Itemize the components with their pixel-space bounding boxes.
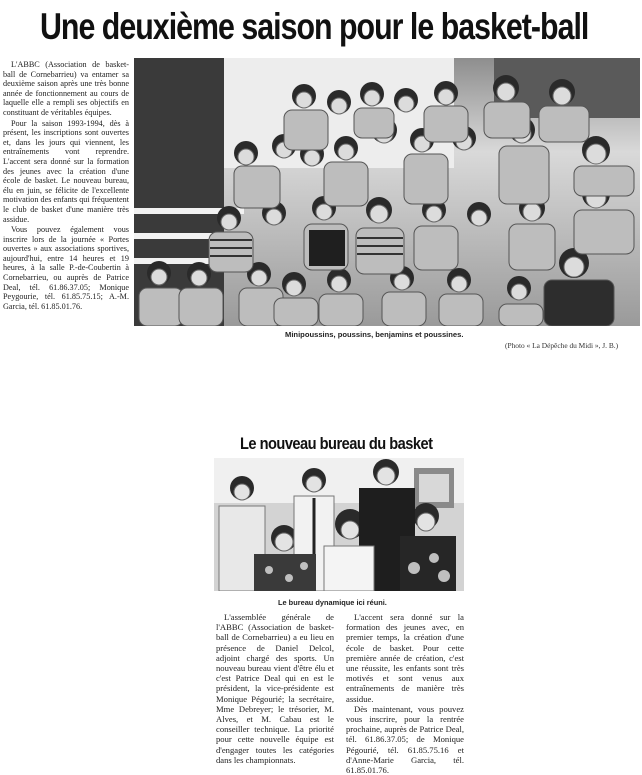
article1-photo-credit: (Photo « La Dépêche du Midi », J. B.) (505, 341, 619, 350)
article1-paragraph: Pour la saison 1993-1994, dès à présent, les inscriptions sont ouvertes et, dans les jours qui viennent, les entraînements vont reprendre. L'accent sera donné sur la formation des jeunes avec la création d'une école de basket. Le nouveau bureau, élu en juin, se félicite de l'excellente motivation des enfants qui fréquentent le club de basket d'une manière très assidue. (3, 118, 129, 224)
article2-paragraph: L'accent sera donné sur la formation des jeunes avec, en premier temps, la création d'une école de basket. Pour cette première année de création, c'est une réussite, les enfants sont très motivés et sont venus aux entraînements de manière très assidue. (346, 612, 464, 704)
article2-column-2 (346, 612, 464, 775)
article1-photo-caption: Minipoussins, poussins, benjamins et poussines. (285, 330, 464, 339)
board-group-photo-art (214, 458, 464, 591)
board-group-photo (214, 458, 464, 591)
article1-paragraph: Vous pouvez également vous inscrire lors de la journée « Portes ouvertes » aux associations sportives, aujourd'hui, entre 14 heures et 19 heures, à la salle P.-de-Coubertin à Cornebarrieu, ou auprès de Patrice Deal, tél. 61.86.37.05; Monique Peygourie, tél. 61.85.75.15; A.-M. Garcia, tél. 61.85.01.76. (3, 225, 129, 311)
article2-headline: Le nouveau bureau du basket (240, 434, 433, 453)
article2-photo-caption: Le bureau dynamique ici réuni. (278, 598, 387, 607)
team-group-photo-art (134, 58, 640, 326)
article1-body (3, 60, 129, 312)
article1-headline: Une deuxième saison pour le basket-ball (40, 6, 589, 47)
article1-paragraph: L'ABBC (Association de basket-ball de Cornebarrieu) va entamer sa deuxième saison après une très bonne année de fonctionnement au cours de laquelle elle a rempli ses objectifs en constituant de véritables équipes. (3, 60, 129, 117)
article2-paragraph: L'assemblée générale de l'ABBC (Association de basket-ball de Cornebarrieu) a eu lieu en présence de Daniel Delcol, adjoint chargé des sports. Un nouveau bureau vient d'être élu et c'est Patrice Deal qui en est le président, la vice-présidente est Monique Pégourié; la secrétaire, Mme Debreyer; le trésorier, M. Alves, et M. Cabau est le conseiller technique. La priorité pour cette nouvelle équipe est d'engager toutes les catégories dans les championnats. (216, 612, 334, 765)
team-group-photo (134, 58, 640, 326)
article2-column-1 (216, 612, 334, 765)
article2-paragraph: Dès maintenant, vous pouvez vous inscrire, pour la rentrée prochaine, auprès de Patrice Deal, tél. 61.86.37.05; de Monique Pégourié, tél. 61.85.75.16 et d'Anne-Marie Garcia, tél. 61.85.01.76. (346, 703, 464, 775)
